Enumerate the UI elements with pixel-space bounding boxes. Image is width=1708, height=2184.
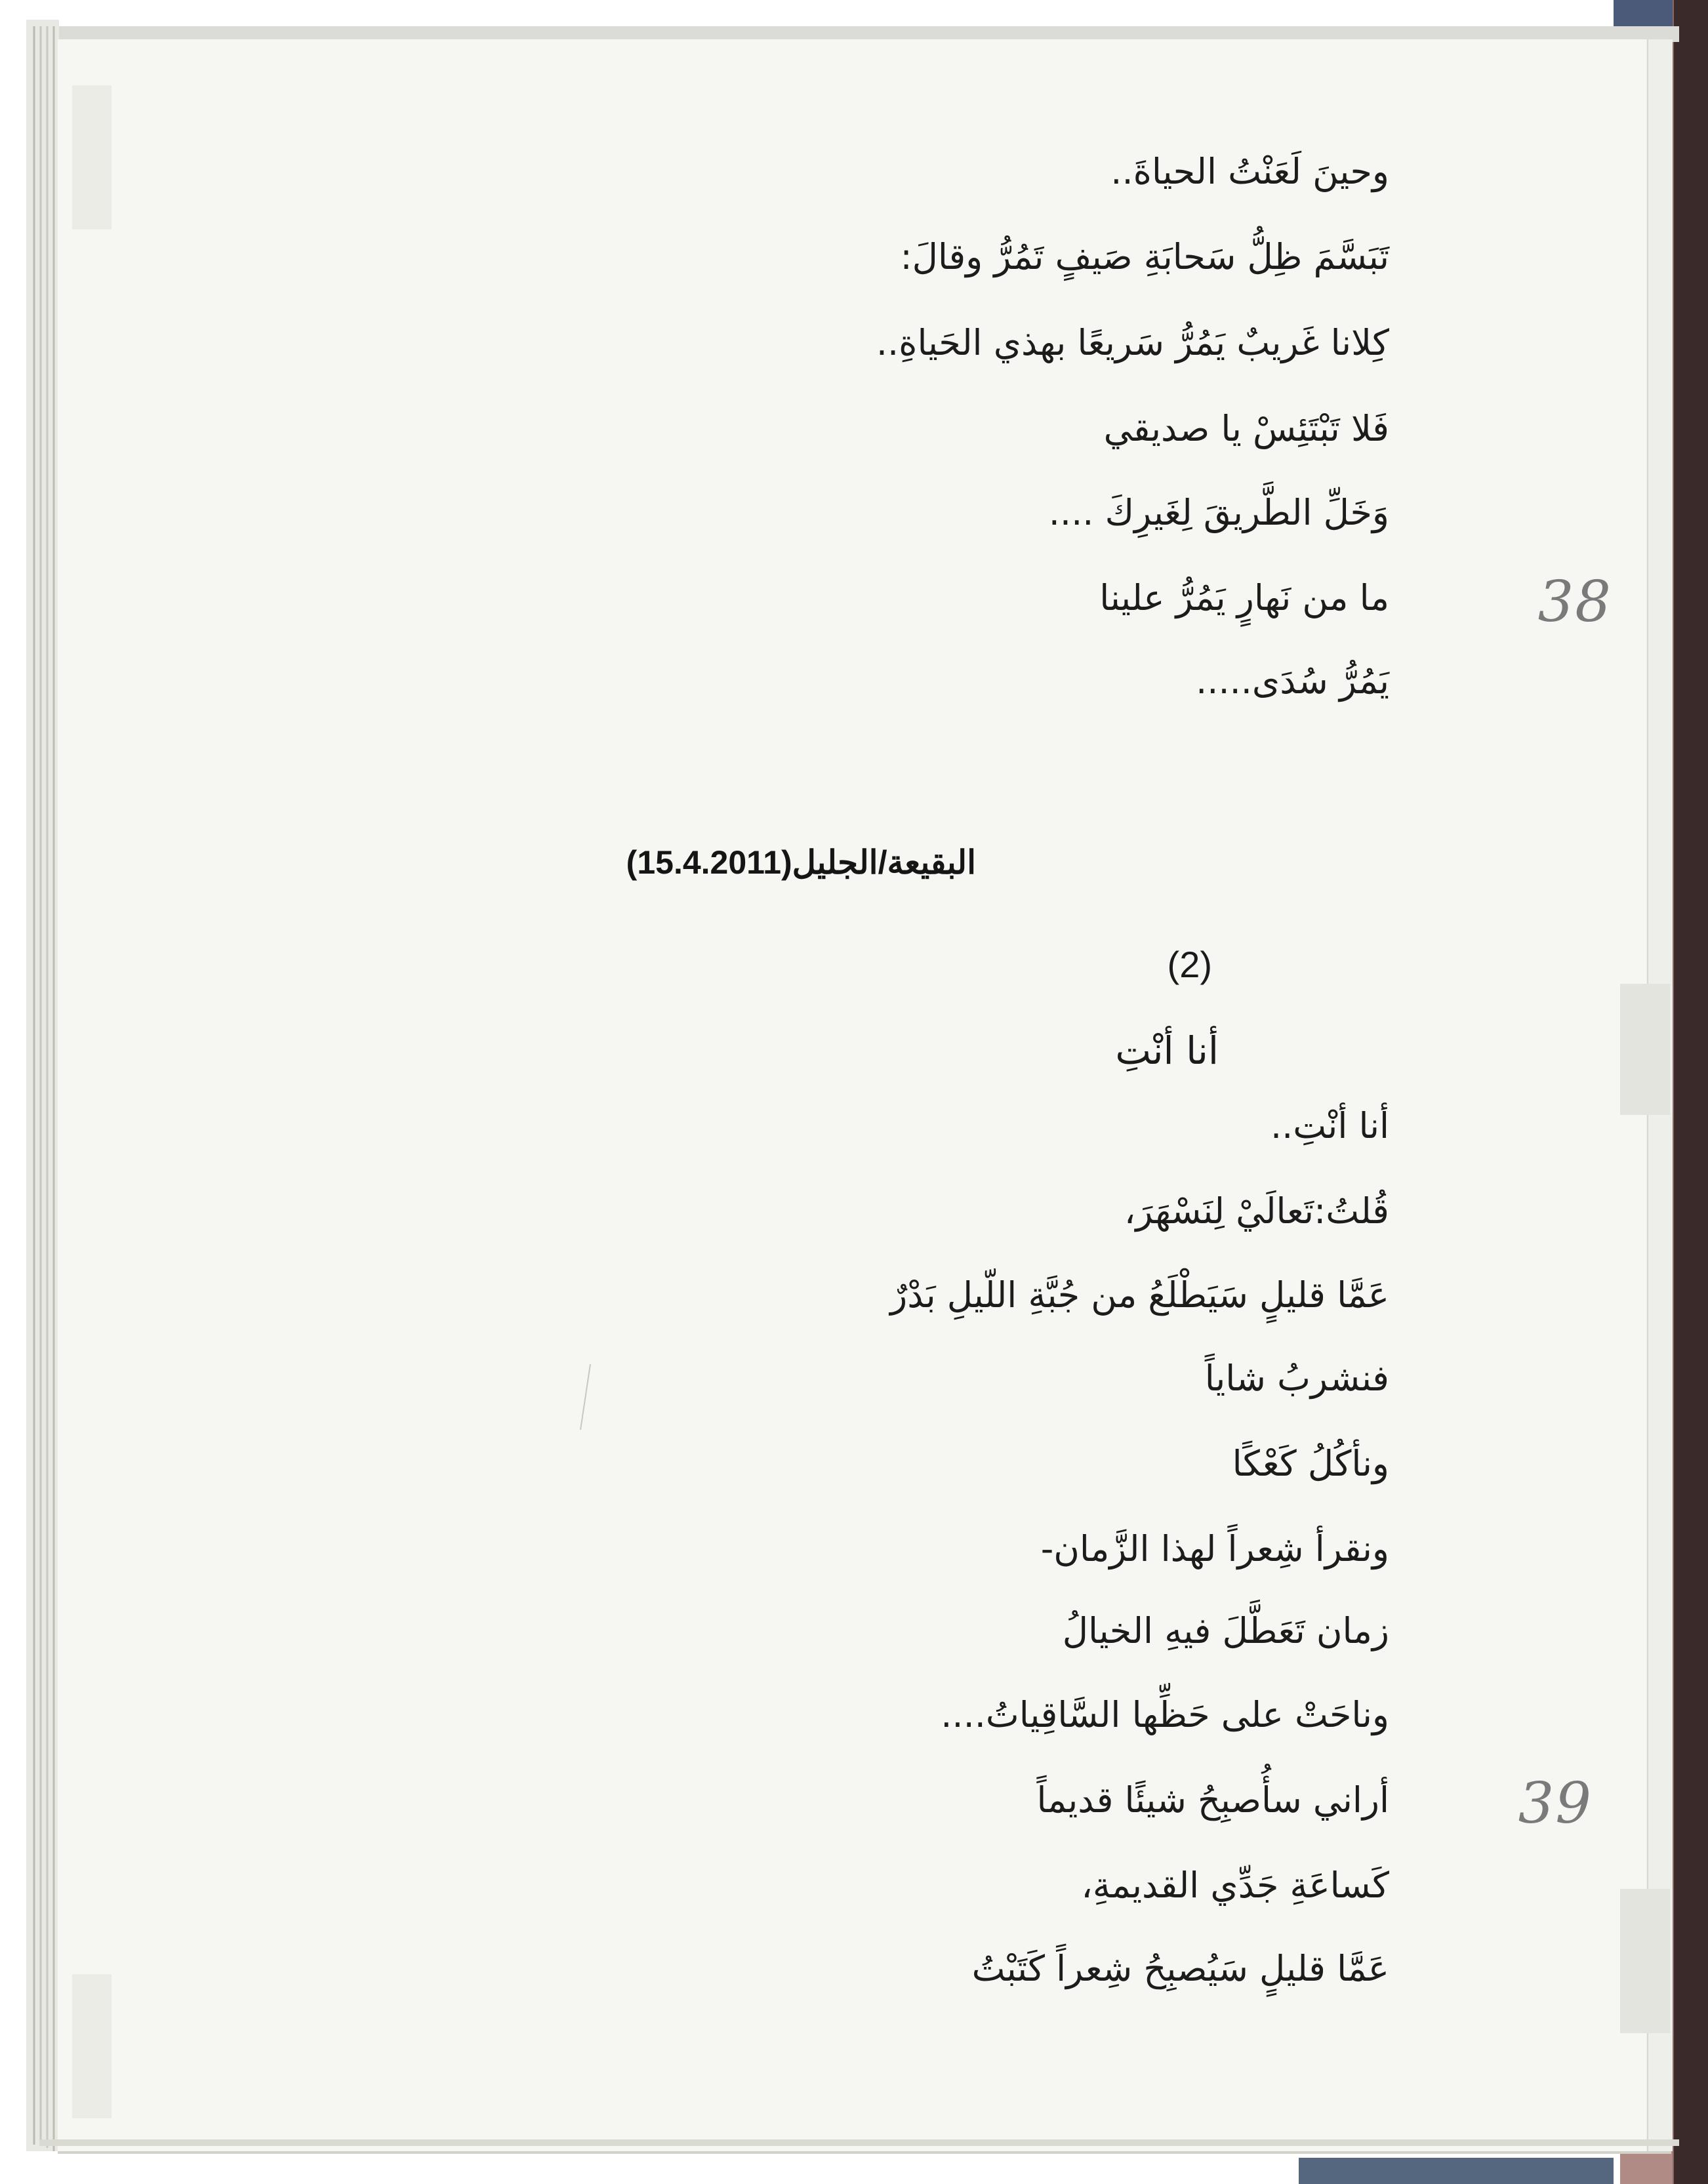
poem-line: وَخَلِّ الطَّريقَ لِغَيرِكَ .... — [1048, 492, 1389, 533]
poem-line: قُلتُ:تَعالَيْ لِنَسْهَرَ، — [1124, 1190, 1389, 1232]
poem-line: ونأكُلُ كَعْكًا — [1232, 1443, 1389, 1484]
poem-line: فنشربُ شاياً — [1204, 1358, 1389, 1399]
handwritten-page-number: 39 — [1518, 1771, 1593, 1836]
poem-line: زمان تَعَطَّلَ فيهِ الخيالُ — [1062, 1610, 1389, 1651]
location-date: البقيعة/الجليل(15.4.2011) — [626, 844, 976, 881]
poem-line: ما من نَهارٍ يَمُرُّ علينا — [1099, 577, 1389, 618]
poem-line: ونقرأ شِعراً لهذا الزَّمان- — [1040, 1528, 1389, 1569]
poem-line: كَساعَةِ جَدِّي القديمةِ، — [1081, 1865, 1389, 1906]
poem-line: عَمَّا قليلٍ سَيُصبِحُ شِعراً كَتَبْتُ — [971, 1948, 1389, 1989]
document-page — [58, 39, 1671, 2151]
poem-line: يَمُرُّ سُدَى..... — [1196, 660, 1389, 702]
poem-title: أنا أنْتِ — [1115, 1028, 1219, 1073]
poem-line: أنا أنْتِ.. — [1270, 1105, 1389, 1146]
poem-line: كِلانا غَريبٌ يَمُرُّ سَريعًا بهذي الحَياةِ.. — [876, 322, 1389, 363]
poem-line: فَلا تَبْتَئِسْ يا صديقي — [1103, 408, 1389, 449]
poem-line: عَمَّا قليلٍ سَيَطْلَعُ من جُبَّةِ اللّيلِ بَدْرٌ — [890, 1274, 1389, 1316]
section-number: (2) — [1167, 944, 1212, 985]
poem-line: تَبَسَّمَ ظِلُّ سَحابَةِ صَيفٍ تَمُرُّ وقالَ: — [900, 236, 1389, 277]
poem-line: وحينَ لَعَنْتُ الحياةَ.. — [1110, 151, 1389, 192]
handwritten-page-number: 38 — [1537, 569, 1612, 635]
poem-line: وناحَتْ على حَظِّها السَّاقِياتُ.... — [941, 1694, 1389, 1735]
poem-line: أراني سأُصبِحُ شيئًا قديماً — [1036, 1779, 1389, 1821]
